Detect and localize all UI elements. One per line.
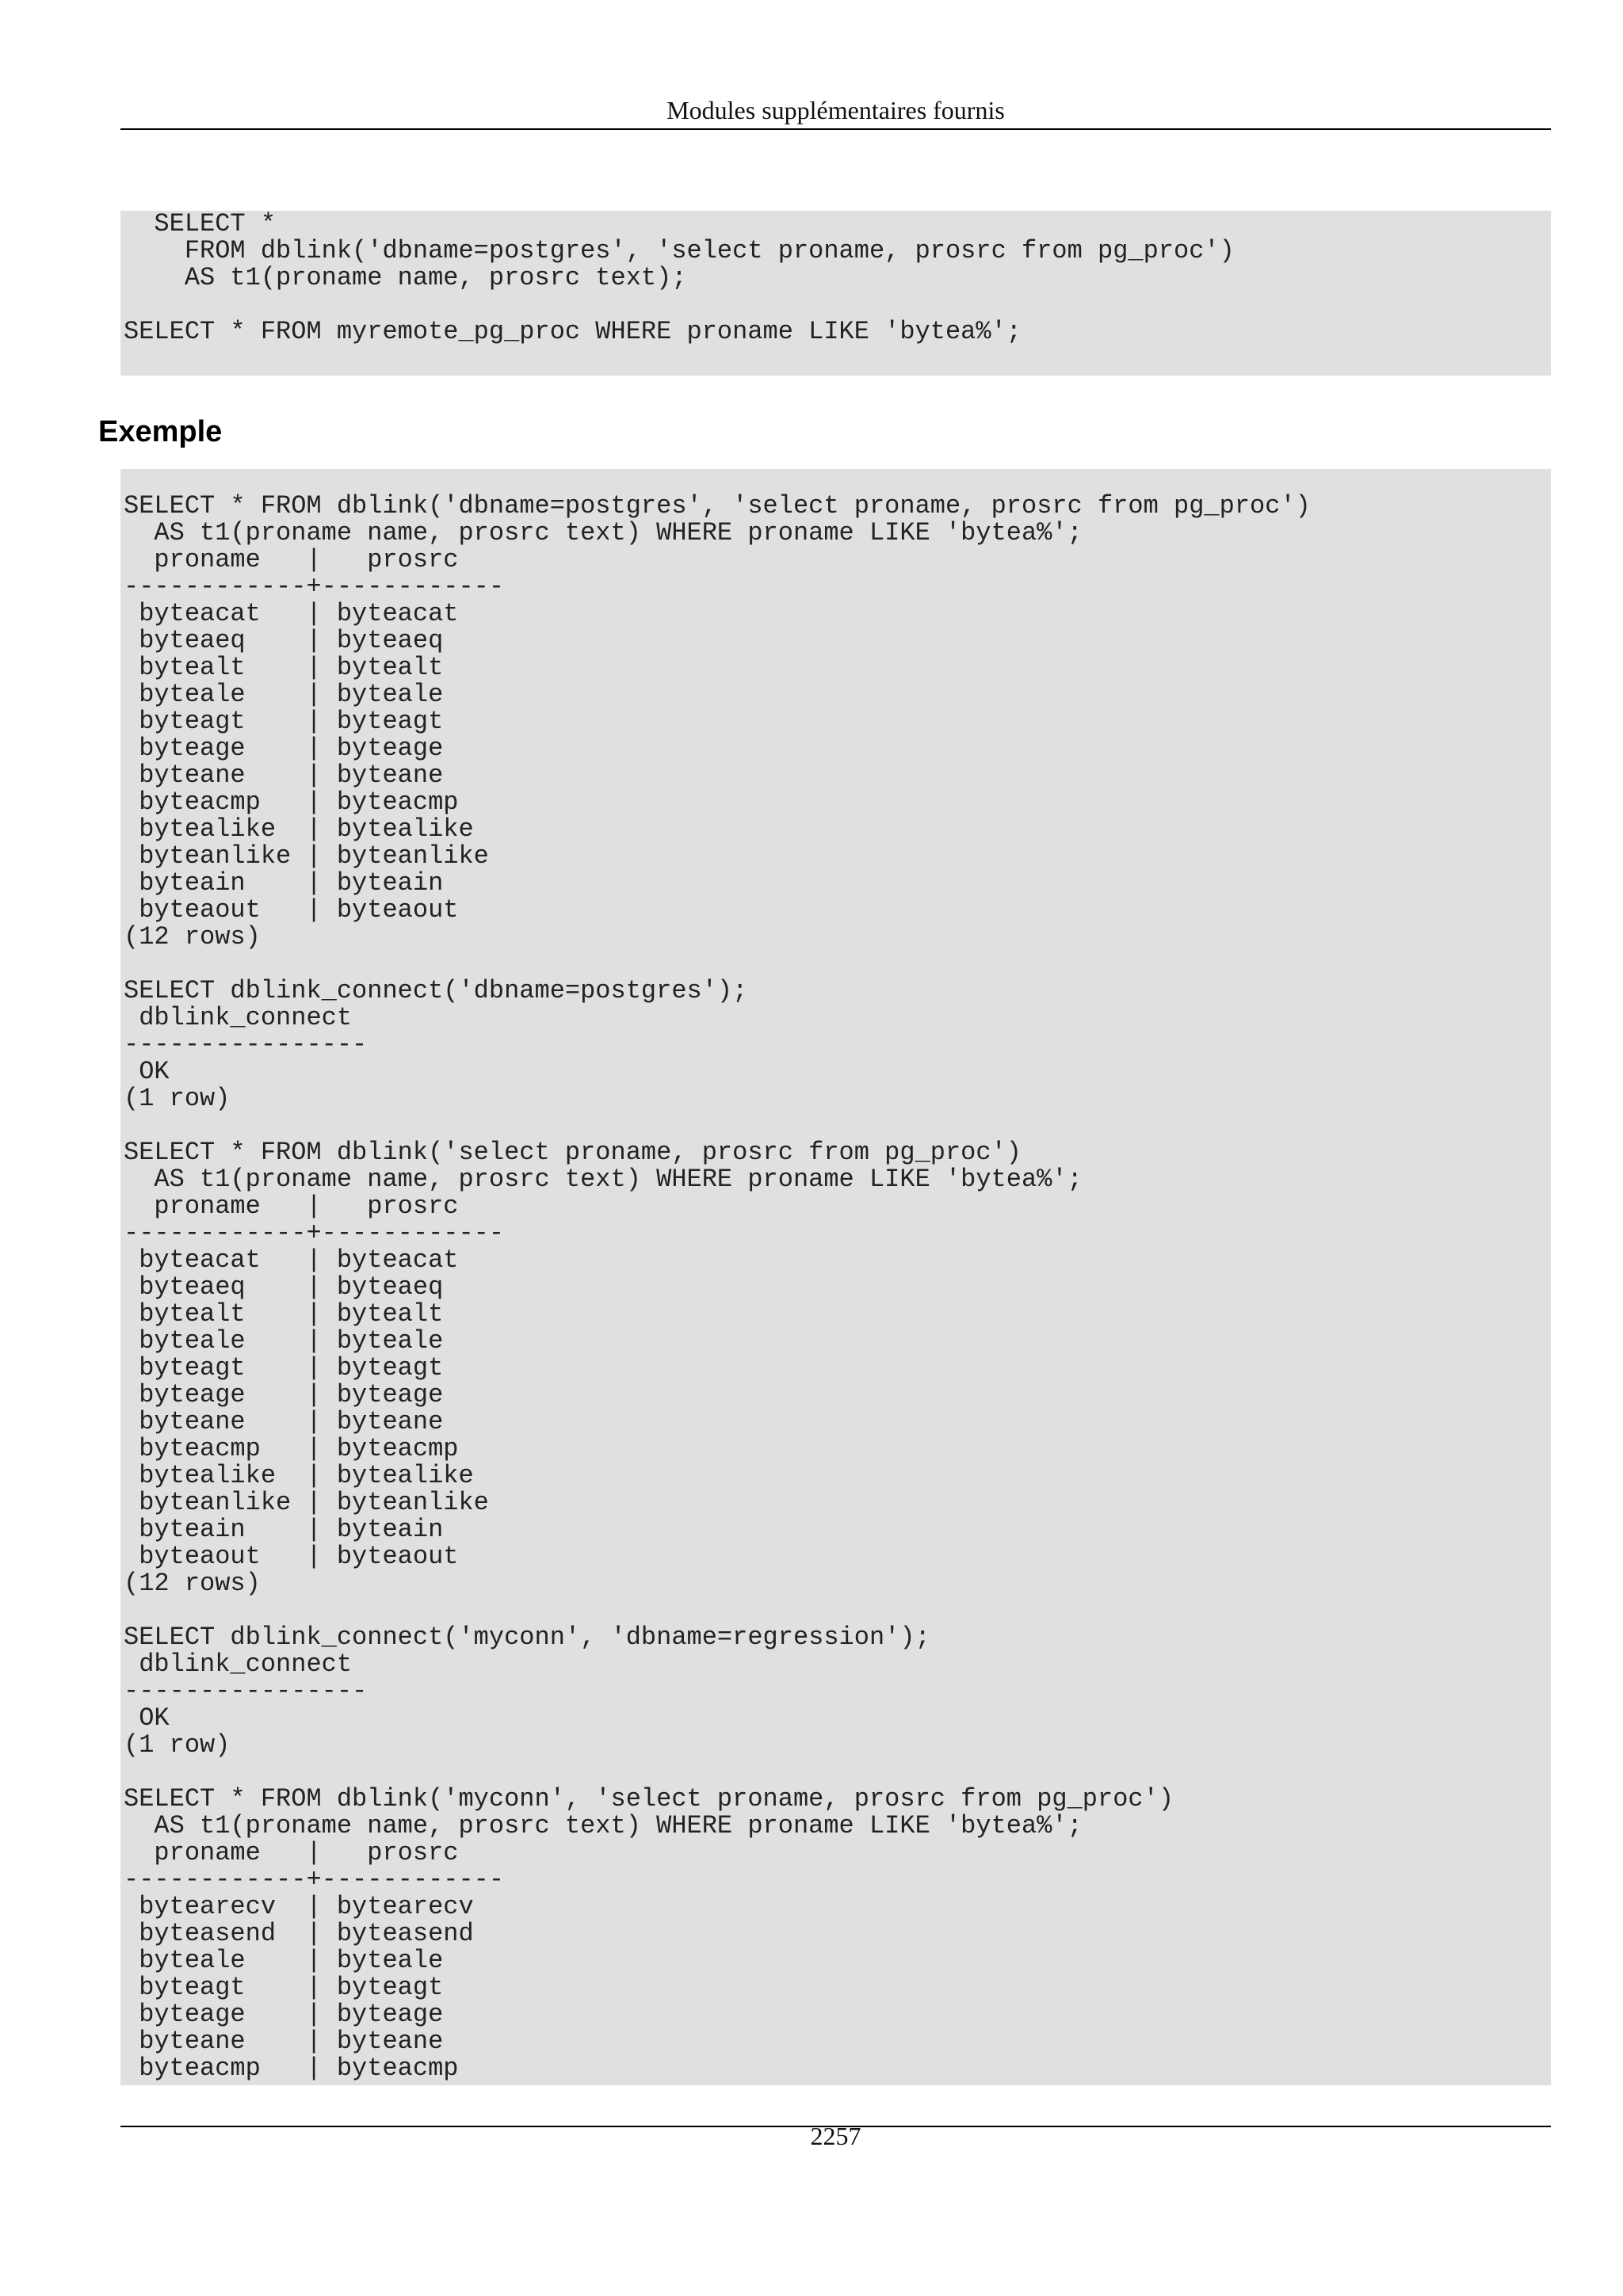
code-example-dblink: SELECT * FROM dblink('dbname=postgres', 'select proname, prosrc from pg_proc') AS t1(proname name, prosrc text) WHERE proname LIKE 'bytea%'; proname | prosrc ------------+------------ byteacat | byteacat byteaeq | byteaeq bytealt | bytealt byteale | byteale byteagt | byteagt byteage | byteage byteane | byteane byteacmp | byteacmp bytealike | bytealike byteanlike | byteanlike byteain | byteain byteaout | byteaout (12 rows) SELECT dblink_connect('dbname=postgres'); dblink_connect ---------------- OK (1 row) SELECT * FROM dblink('select proname, prosrc from pg_proc') AS t1(proname name, prosrc text) WHERE proname LIKE 'bytea%'; proname | prosrc ------------+------------ byteacat | byteacat byteaeq | byteaeq bytealt | bytealt byteale | byteale byteagt | byteagt byteage | byteage byteane | byteane byteacmp | byteacmp bytealike | bytealike byteanlike | byteanlike byteain | byteain byteaout | byteaout (12 rows) SELECT dblink_connect('myconn', 'dbname=regression'); dblink_connect ---------------- OK (1 row) SELECT * FROM dblink('myconn', 'select proname, prosrc from pg_proc') AS t1(proname name, prosrc text) WHERE proname LIKE 'bytea%'; proname | prosrc ------------+------------ bytearecv | bytearecv byteasend | byteasend byteale | byteale byteagt | byteagt byteage | byteage byteane | byteane byteacmp | byteacmp <box>120 469 1551 2085</box>
header-rule <box>120 128 1551 130</box>
page-number: 2257 <box>810 2122 861 2150</box>
section-heading-exemple: Exemple <box>98 415 223 448</box>
running-header: Modules supplémentaires fournis <box>666 96 1005 124</box>
code-example-myremote: SELECT * FROM dblink('dbname=postgres', 'select proname, prosrc from pg_proc') AS t1(proname name, prosrc text); SELECT * FROM myremote_pg_proc WHERE proname LIKE 'bytea%'; <box>120 211 1551 376</box>
